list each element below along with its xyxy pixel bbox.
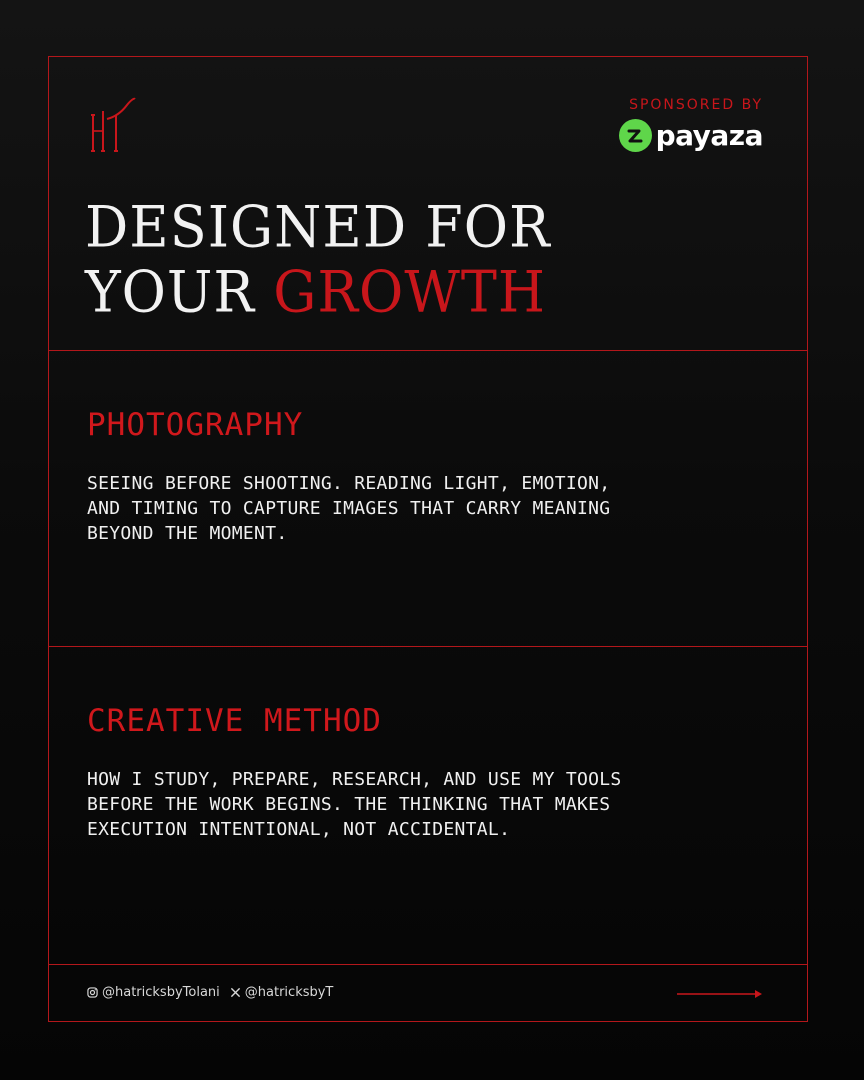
card-frame — [48, 56, 808, 1022]
hero-section — [49, 57, 807, 351]
section-photography — [49, 351, 807, 647]
ht-monogram-logo — [87, 95, 137, 157]
instagram-link[interactable] — [87, 985, 220, 1000]
section-title: CREATIVE METHOD — [87, 703, 382, 739]
payaza-icon — [619, 119, 652, 152]
section-body: HOW I STUDY, PREPARE, RESEARCH, AND USE MY TOOLS BEFORE THE WORK BEGINS. THE THINKING THAT MAKES EXECUTION INTENTIONAL, NOT ACCIDENTAL. — [87, 769, 622, 840]
x-icon — [230, 987, 241, 998]
headline-line-2 — [85, 260, 551, 325]
x-link[interactable] — [230, 985, 334, 1000]
sponsor-block — [619, 97, 763, 152]
headline-line-1: DESIGNED FOR — [85, 193, 551, 261]
section-body: SEEING BEFORE SHOOTING. READING LIGHT, EMOTION, AND TIMING TO CAPTURE IMAGES THAT CARRY MEANING BEYOND THE MOMENT. — [87, 473, 611, 544]
arrow-right-icon[interactable] — [677, 987, 763, 1001]
page-title — [85, 195, 551, 325]
x-handle: @hatricksbyT — [244, 985, 334, 1000]
payaza-logo — [619, 119, 763, 152]
sponsor-label: SPONSORED BY — [629, 97, 763, 113]
instagram-icon — [87, 987, 98, 998]
section-title: PHOTOGRAPHY — [87, 407, 304, 443]
section-creative-method — [49, 647, 807, 965]
instagram-handle: @hatricksbyTolani — [102, 985, 220, 1000]
headline-accent-word: GROWTH — [273, 259, 546, 326]
payaza-wordmark: payaza — [655, 119, 763, 152]
headline-plain-word: YOUR — [85, 259, 256, 326]
footer — [49, 965, 807, 1021]
social-handles — [87, 985, 343, 1000]
